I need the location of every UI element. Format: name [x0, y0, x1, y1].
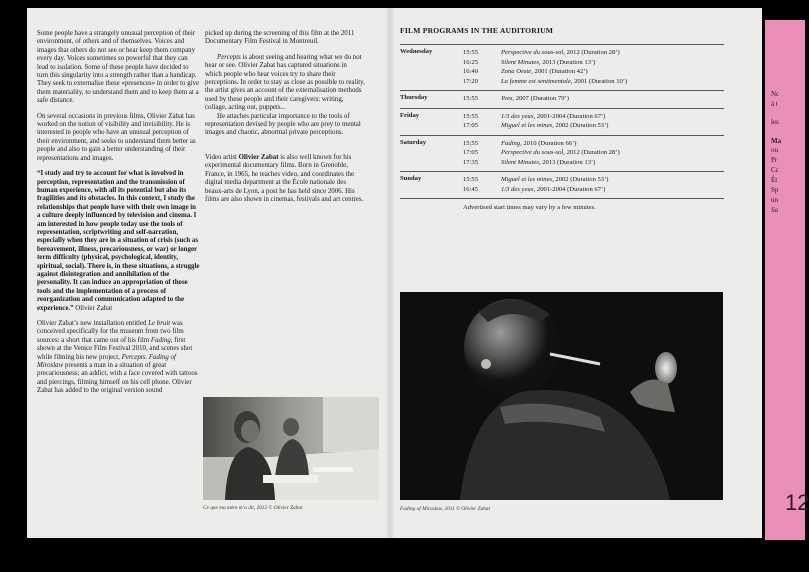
page-fold [385, 8, 395, 538]
screening-item [463, 58, 627, 68]
screening-details: , 2002 (Duration 53’) [552, 176, 609, 183]
screening-item [463, 67, 627, 77]
pink-text-line: un [771, 196, 778, 204]
pink-text-line: Sp [771, 186, 779, 194]
screening-time: 17:35 [463, 158, 479, 166]
screening-time: 15:55 [463, 176, 479, 183]
screening-time: 15:55 [463, 112, 479, 120]
left-column-2 [205, 30, 365, 211]
screening-time: 15:55 [463, 95, 479, 102]
next-page-pink [765, 20, 809, 540]
schedule-screenings [463, 94, 569, 104]
screening-film-title: 1/3 des yeux [501, 185, 534, 193]
photo-artists-at-table [203, 397, 379, 500]
pink-text-line: Cc [771, 166, 779, 174]
photo-fading-of-miroslaw [400, 292, 723, 500]
screening-film-title: 1/3 des yeux [501, 112, 534, 120]
pink-text-line: Sa [771, 206, 778, 214]
schedule-screenings [463, 112, 609, 131]
screening-details: , 2013 (Duration 13’) [538, 158, 596, 166]
screening-film-title: Fading [501, 139, 521, 147]
screening-item [463, 48, 627, 58]
screening-time: 16:40 [463, 68, 479, 75]
pink-text-line: Ma [771, 137, 782, 145]
screening-details: , 2010 (Duration 66’) [520, 139, 577, 147]
bio-paragraph: Video artist Olivier Zabat is also well known for his experimental documentary films. Born in Grenoble, France, in 1965, he teaches video, and coordinates the digital media department at the École nationale des beaux-arts de Lyon, a post he has held since 2006. His films are also shown in cinemas, festivals and art centres. [205, 153, 364, 203]
screening-item [463, 112, 609, 122]
pink-text-line: les [771, 118, 779, 126]
screening-film-title: Perspective du sous-sol [501, 149, 564, 156]
screening-item [463, 148, 620, 158]
screening-time: 15:55 [463, 139, 479, 147]
left-photo-caption: Ce que ma mère m’a dit, 2015 © Olivier Zabat [203, 505, 303, 511]
schedule-day-row [400, 171, 724, 199]
screening-item [463, 158, 620, 168]
schedule-day: Wednesday [400, 48, 433, 55]
screening-film-title: Miguel et les mines [501, 176, 553, 183]
screening-item [463, 94, 569, 104]
percepts-paragraph: Percepts is about seeing and hearing what we do not hear or see. Olivier Zabat has captured situations in which people who hear voices try to share their perceptions. In order to stay as close as possible to reality, the artist gives an account of the externalisation methods used by these people and their caregivers: writing, collage, acting out, puppets... [205, 53, 365, 112]
screening-time: 16:25 [463, 58, 479, 66]
screening-item [463, 139, 620, 149]
screening-time: 17:05 [463, 122, 479, 129]
screening-details: , 2012 (Duration 28’) [563, 149, 620, 156]
installation-paragraph: Olivier Zabat’s new installation entitled Le bruit was conceived specifically for the museum from two film sources: a short that came out of his film Fading, first shown at the Venice Film Festival 2010, and scenes shot while filming his new project, Percepts. Fading of Miroslaw presents a man in a situation of great precariousness; an addict, with a face covered with tattoos and piercings, filming himself on his cell phone. Olivier Zabat has added to the original version sound [37, 320, 198, 395]
intro-paragraph: Some people have a strangely unusual perception of their environment, of others and of themselves. Voices and images that others do not see or hear keep them company every day. Voices sometimes so powerful that they can lead to isolation. Some of these people have decided to turn this singularity into a strength rather than a handicap. They seek to externalise these «presences» in order to give them materiality, to understand them and to keep them at a safe distance. [37, 30, 200, 105]
quote-author: Olivier Zabat [73, 304, 113, 312]
schedule-day-row [400, 90, 724, 108]
screening-details: , 2001 (Duration 10’) [570, 77, 628, 85]
artist-name: Olivier Zabat [238, 153, 279, 161]
photo-artists-image [203, 397, 379, 500]
pink-text-line: Pr [771, 156, 778, 164]
screening-details: , 2002 (Duration 53’) [552, 122, 609, 129]
quote-text: “I study and try to account for what is involved in perception, representation and the transmission of human experience, with all its potential but also its fragilities and its obstacles. In this context, I study the relationships that people have with their own image in a culture deeply influenced by television and cinema. I am interested in how people today use the tools of representation, scriptwriting and self-narration, especially when they are in a situation of crisis (such as bereavement, illness, precariousness, or war) or longer term difficulty (physical, psychological, identity, spiritual, social). There is, in these situations, a struggle against disintegration and annihilation of the personality. It can induce an appropriation of those tools and the implementation of a process of reorganization and communication adapted to the experience.” [37, 170, 200, 312]
programs-title: FILM PROGRAMS IN THE AUDITORIUM [400, 26, 554, 35]
schedule-day-row [400, 135, 724, 172]
installation-title: Le bruit [148, 320, 171, 327]
screening-details: , 2001 (Duration 42’) [531, 68, 588, 75]
visibility-paragraph: On several occasions in previous films, Olivier Zabat has worked on the notion of visibility and invisibility. He is interested in people who have an unusual perception of their environment, and seeks to understand them better as people and also to gain a better understanding of their representations and images. [37, 112, 196, 162]
screening-details: , 2001-2004 (Duration 67’) [533, 185, 606, 193]
pink-text-line: ou [771, 146, 778, 154]
schedule-day: Saturday [400, 138, 427, 146]
screening-film-title: Perspective du sous-sol [501, 49, 564, 56]
screening-details: , 2001-2004 (Duration 67’) [533, 112, 606, 120]
screening-details: , 2013 (Duration 13’) [538, 58, 596, 66]
tools-paragraph: He attaches particular importance to the tools of representation devised by people who are prey to mental images and chaotic, abnormal private perceptions. [205, 112, 361, 137]
screening-film-title: Silent Minutes [501, 158, 539, 166]
right-photo-caption: Fading of Miroslaw, 2011 © Olivier Zabat [400, 506, 490, 512]
screening-film-title: Zona Oeste [501, 68, 532, 75]
programs-schedule-table [400, 44, 724, 199]
schedule-day: Friday [400, 111, 420, 119]
screening-item [463, 185, 609, 195]
artist-quote [37, 170, 200, 313]
page-number: 12 [785, 490, 809, 515]
screening-time: 15:55 [463, 49, 479, 56]
screening-item [463, 77, 627, 87]
left-column-1 [37, 30, 200, 403]
photo-miroslaw-image [400, 292, 723, 500]
screening-time: 17:05 [463, 149, 479, 156]
screening-film-title: Yves [501, 95, 513, 102]
screening-item [463, 121, 609, 131]
screening-item [463, 175, 609, 185]
screening-details: , 2012 (Duration 28’) [563, 49, 620, 56]
screening-film-title: Miguel et les mines [501, 122, 553, 129]
screening-time: 16:45 [463, 185, 479, 193]
screening-details: , 2007 (Duration 79’) [512, 95, 569, 102]
pink-text-line: à t [771, 100, 778, 108]
pink-text-line: Nc [771, 90, 780, 98]
programs-note: Advertised start times may vary by a few minutes. [463, 204, 596, 211]
schedule-day: Sunday [400, 175, 422, 182]
montreuil-paragraph: picked up during the screening of this film at the 2011 Documentary Film Festival in Montreuil. [205, 30, 355, 46]
screening-film-title: La femme est sentimentale [501, 77, 571, 85]
schedule-screenings [463, 48, 627, 86]
screening-film-title: Silent Minutes [501, 58, 539, 66]
schedule-day-row [400, 108, 724, 135]
schedule-screenings [463, 175, 609, 194]
schedule-screenings [463, 139, 620, 168]
screening-time: 17:20 [463, 77, 479, 85]
pink-text-line: Ét [771, 176, 778, 184]
schedule-day: Thursday [400, 94, 428, 101]
schedule-day-row [400, 44, 724, 90]
